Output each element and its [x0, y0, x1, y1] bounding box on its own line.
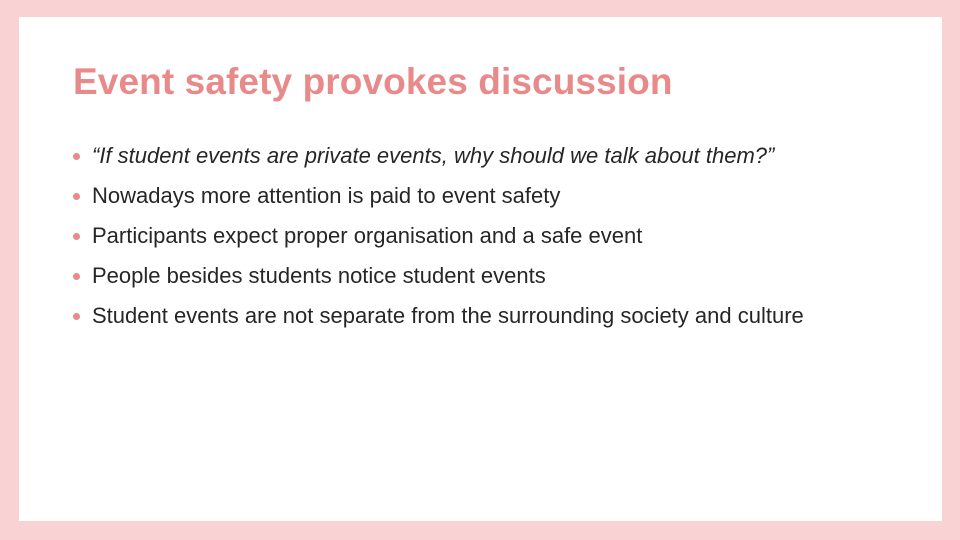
bullet-icon: [73, 313, 80, 320]
bullet-item: [73, 261, 863, 291]
slide: [19, 17, 942, 521]
bullet-text: Nowadays more attention is paid to event safety: [92, 183, 561, 208]
bullet-icon: [73, 273, 80, 280]
bullet-item: [73, 181, 863, 211]
bullet-text: Participants expect proper organisation and a safe event: [92, 223, 643, 248]
bullet-item: [73, 301, 863, 331]
slide-title: Event safety provokes discussion: [73, 61, 673, 102]
bullet-list: [73, 141, 863, 341]
bullet-icon: [73, 233, 80, 240]
bullet-text: People besides students notice student events: [92, 263, 546, 288]
bullet-item: [73, 221, 863, 251]
bullet-text: “If student events are private events, why should we talk about them?”: [92, 143, 775, 168]
bullet-icon: [73, 153, 80, 160]
bullet-text: Student events are not separate from the surrounding society and culture: [92, 303, 804, 328]
bullet-icon: [73, 193, 80, 200]
bullet-item: [73, 141, 863, 171]
